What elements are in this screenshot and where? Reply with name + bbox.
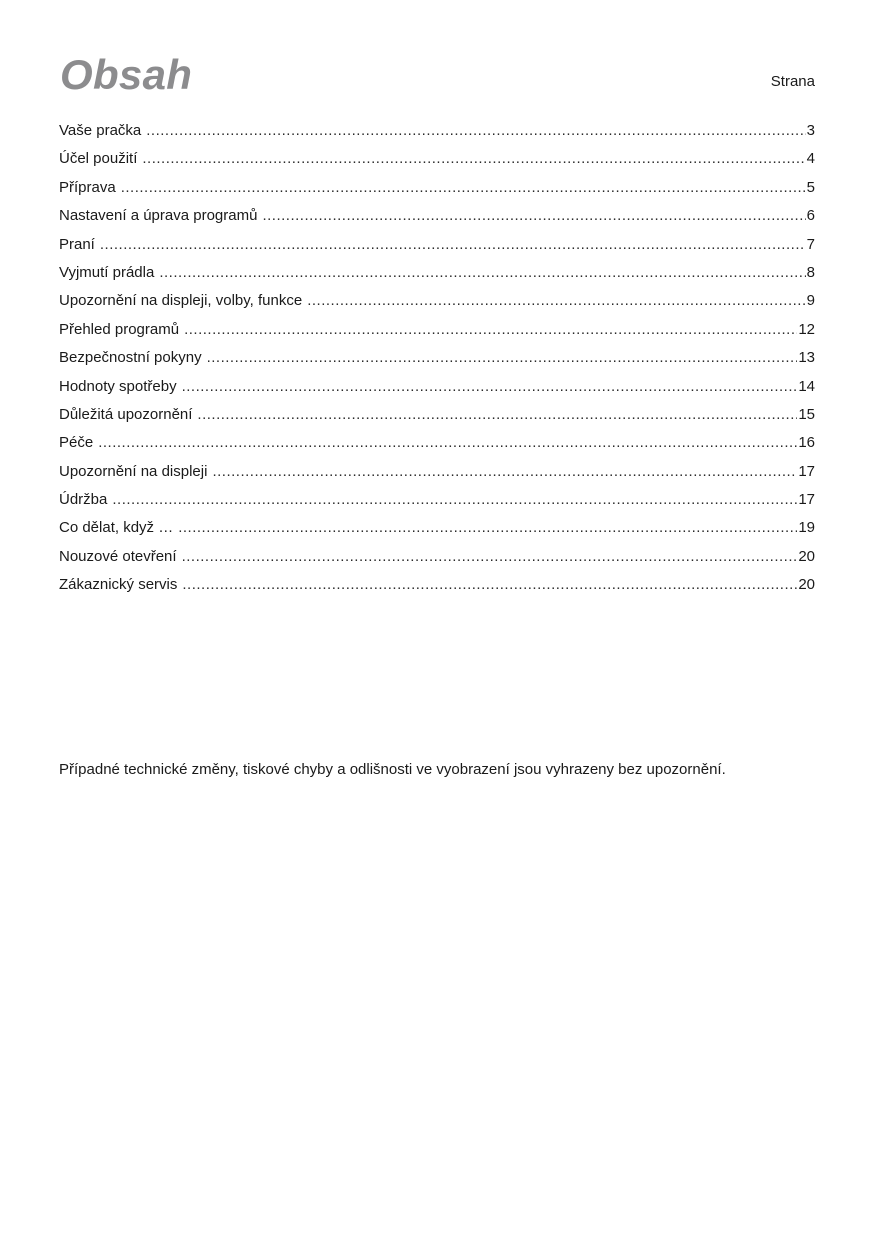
toc-entry-page-number: 4 [806,150,815,168]
toc-entry-label: Vyjmutí prádla [59,263,155,281]
toc-entry-page-number: 8 [806,263,815,281]
toc-entry-page-number: 9 [806,292,815,310]
toc-entry-label: Upozornění na displeji, volby, funkce [59,292,303,310]
toc-entry-page-number: 15 [798,405,815,423]
table-of-contents [59,121,815,604]
toc-entry [59,433,815,461]
page-title: Obsah [60,51,193,98]
toc-entry [59,462,815,490]
toc-dot-leader [182,377,798,397]
toc-entry [59,121,815,149]
toc-entry-label: Účel použití [59,150,138,168]
toc-dot-leader [112,490,797,510]
toc-entry-page-number: 16 [798,434,815,452]
toc-entry [59,235,815,263]
toc-dot-leader [159,263,805,283]
toc-dot-leader [307,291,805,311]
toc-entry-label: Nouzové otevření [59,547,177,565]
toc-dot-leader [184,320,797,340]
toc-entry-label: Nastavení a úprava programů [59,207,258,225]
toc-entry-label: Příprava [59,178,116,196]
toc-dot-leader [142,149,805,169]
toc-entry [59,377,815,405]
toc-entry-page-number: 20 [798,547,815,565]
toc-entry [59,263,815,291]
toc-entry [59,490,815,518]
toc-dot-leader [98,433,797,453]
toc-entry-page-number: 20 [798,576,815,594]
toc-entry [59,518,815,546]
toc-entry-page-number: 6 [806,207,815,225]
toc-entry [59,405,815,433]
toc-entry-label: Praní [59,235,95,253]
page-column-label: Strana [770,73,815,90]
toc-entry [59,320,815,348]
toc-entry-label: Údržba [59,491,108,509]
toc-entry [59,178,815,206]
toc-entry-page-number: 17 [798,462,815,480]
toc-dot-leader [182,575,797,595]
toc-entry-label: Péče [59,434,94,452]
toc-entry-page-number: 3 [806,122,815,139]
toc-dot-leader [178,518,797,538]
toc-entry-label: Důležitá upozornění [59,405,193,423]
toc-entry-page-number: 13 [798,349,815,367]
toc-dot-leader [146,121,805,141]
toc-dot-leader [100,235,806,255]
toc-entry-page-number: 7 [806,235,815,253]
toc-entry-label: Přehled programů [59,320,180,338]
toc-entry-page-number: 5 [806,178,815,196]
toc-entry [59,547,815,575]
toc-entry-label: Zákaznický servis [59,576,178,594]
toc-entry-label: Co dělat, když … [59,519,174,537]
toc-entry [59,348,815,376]
toc-entry [59,149,815,177]
toc-dot-leader [197,405,797,425]
toc-entry [59,291,815,319]
toc-entry-label: Upozornění na displeji [59,462,208,480]
toc-dot-leader [212,462,797,482]
toc-entry-page-number: 12 [798,320,815,338]
toc-entry-label: Bezpečnostní pokyny [59,349,202,367]
toc-entry-page-number: 14 [798,377,815,395]
footnote: Případné technické změny, tiskové chyby a odlišnosti ve vyobrazení jsou vyhrazeny bez upozornění. [59,761,726,778]
toc-entry-label: Vaše pračka [59,122,142,139]
toc-dot-leader [182,547,798,567]
toc-entry-page-number: 19 [798,519,815,537]
toc-entry-label: Hodnoty spotřeby [59,377,177,395]
toc-entry-page-number: 17 [798,491,815,509]
toc-entry [59,206,815,234]
toc-dot-leader [121,178,806,198]
toc-entry [59,575,815,603]
toc-dot-leader [262,206,805,226]
toc-dot-leader [207,348,798,368]
